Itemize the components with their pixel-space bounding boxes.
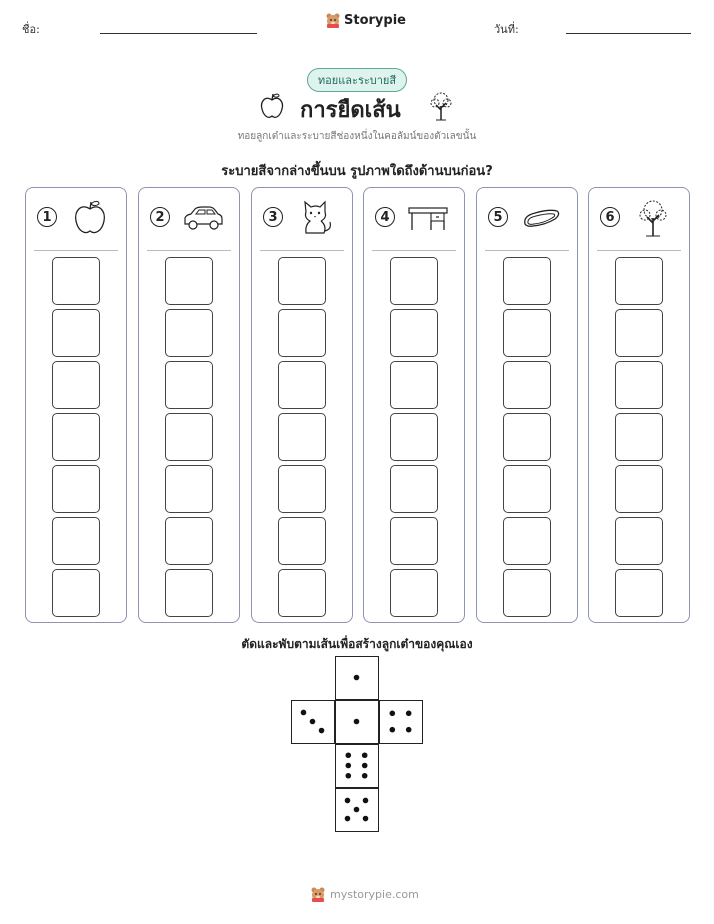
die-pips bbox=[336, 701, 377, 742]
column-5 bbox=[476, 187, 578, 623]
rubber-band-icon bbox=[519, 198, 563, 238]
footer-url: mystorypie.com bbox=[330, 887, 419, 901]
footer bbox=[310, 886, 419, 902]
color-cell[interactable] bbox=[52, 257, 100, 305]
die-pip bbox=[390, 711, 396, 717]
column-divider bbox=[485, 250, 569, 251]
column-divider bbox=[147, 250, 231, 251]
apple-icon bbox=[259, 92, 285, 120]
color-cell[interactable] bbox=[390, 569, 438, 617]
tree-icon bbox=[427, 90, 455, 122]
column-divider bbox=[372, 250, 456, 251]
die-pip bbox=[354, 675, 360, 681]
color-cell[interactable] bbox=[615, 517, 663, 565]
color-cell[interactable] bbox=[52, 361, 100, 409]
bear-icon bbox=[325, 12, 341, 28]
die-pip bbox=[363, 798, 369, 804]
column-number: 3 bbox=[263, 207, 283, 227]
cut-instruction: ตัดและพับตามเส้นเพื่อสร้างลูกเต๋าของคุณเอง bbox=[241, 637, 473, 651]
color-cell[interactable] bbox=[165, 569, 213, 617]
color-cell[interactable] bbox=[278, 517, 326, 565]
apple-icon bbox=[68, 198, 112, 238]
die-pip bbox=[362, 773, 368, 779]
column-1 bbox=[25, 187, 127, 623]
color-cell[interactable] bbox=[390, 361, 438, 409]
cat-icon bbox=[294, 198, 338, 238]
color-cell[interactable] bbox=[52, 465, 100, 513]
color-cell[interactable] bbox=[52, 413, 100, 461]
color-cell[interactable] bbox=[390, 257, 438, 305]
color-cell[interactable] bbox=[278, 413, 326, 461]
color-cell[interactable] bbox=[615, 309, 663, 357]
car-icon bbox=[181, 198, 225, 238]
column-divider bbox=[34, 250, 118, 251]
die-face-1 bbox=[335, 656, 379, 700]
color-cell[interactable] bbox=[503, 569, 551, 617]
color-cell[interactable] bbox=[165, 465, 213, 513]
column-divider bbox=[260, 250, 344, 251]
column-2 bbox=[138, 187, 240, 623]
column-3 bbox=[251, 187, 353, 623]
color-cell[interactable] bbox=[278, 465, 326, 513]
column-6 bbox=[588, 187, 690, 623]
die-pip bbox=[345, 798, 351, 804]
name-label: ชื่อ: bbox=[22, 23, 40, 36]
question: ระบายสีจากล่างขึ้นบน รูปภาพใดถึงด้านบนก่อน? bbox=[221, 164, 493, 179]
die-pip bbox=[346, 773, 352, 779]
color-cell[interactable] bbox=[278, 257, 326, 305]
die-pip bbox=[346, 763, 352, 769]
die-pips bbox=[336, 789, 377, 830]
color-cell[interactable] bbox=[615, 569, 663, 617]
color-cell[interactable] bbox=[52, 569, 100, 617]
color-cell[interactable] bbox=[165, 517, 213, 565]
column-number: 1 bbox=[37, 207, 57, 227]
die-pip bbox=[363, 816, 369, 822]
date-label: วันที่: bbox=[494, 23, 519, 36]
color-cell[interactable] bbox=[503, 361, 551, 409]
die-face-4 bbox=[379, 700, 423, 744]
color-cell[interactable] bbox=[503, 309, 551, 357]
die-pip bbox=[390, 727, 396, 733]
die-pip bbox=[301, 710, 307, 716]
color-cell[interactable] bbox=[52, 309, 100, 357]
color-cell[interactable] bbox=[503, 517, 551, 565]
brand-name: Storypie bbox=[344, 12, 406, 28]
die-pip bbox=[354, 807, 360, 813]
color-cell[interactable] bbox=[390, 465, 438, 513]
color-cell[interactable] bbox=[615, 465, 663, 513]
column-number: 5 bbox=[488, 207, 508, 227]
bear-icon bbox=[310, 886, 326, 902]
column-number: 4 bbox=[375, 207, 395, 227]
color-cell[interactable] bbox=[615, 257, 663, 305]
color-cell[interactable] bbox=[503, 413, 551, 461]
die-pips bbox=[336, 745, 377, 786]
color-cell[interactable] bbox=[165, 413, 213, 461]
color-cell[interactable] bbox=[390, 413, 438, 461]
color-cell[interactable] bbox=[390, 517, 438, 565]
page-title: การยืดเส้น bbox=[300, 98, 401, 123]
color-cell[interactable] bbox=[390, 309, 438, 357]
column-divider bbox=[597, 250, 681, 251]
die-pip bbox=[345, 816, 351, 822]
color-cell[interactable] bbox=[165, 361, 213, 409]
die-pip bbox=[319, 728, 325, 734]
instructions: ทอยลูกเต๋าและระบายสีช่องหนึ่งในคอลัมน์ของตัวเลขนั้น bbox=[237, 131, 477, 142]
die-pip bbox=[362, 763, 368, 769]
die-pip bbox=[310, 719, 316, 725]
die-pip bbox=[354, 719, 360, 725]
color-cell[interactable] bbox=[165, 309, 213, 357]
die-pip bbox=[406, 711, 412, 717]
color-cell[interactable] bbox=[165, 257, 213, 305]
die-face-3 bbox=[291, 700, 335, 744]
desk-icon bbox=[406, 198, 450, 238]
color-cell[interactable] bbox=[503, 465, 551, 513]
die-face-1 bbox=[335, 700, 379, 744]
column-number: 2 bbox=[150, 207, 170, 227]
color-cell[interactable] bbox=[278, 361, 326, 409]
brand-logo bbox=[325, 12, 406, 28]
die-pip bbox=[346, 752, 352, 758]
column-4 bbox=[363, 187, 465, 623]
color-cell[interactable] bbox=[503, 257, 551, 305]
die-face-5 bbox=[335, 788, 379, 832]
date-line bbox=[566, 33, 691, 34]
column-number: 6 bbox=[600, 207, 620, 227]
activity-badge: ทอยและระบายสี bbox=[307, 68, 407, 92]
die-pips bbox=[380, 701, 421, 742]
die-pip bbox=[406, 727, 412, 733]
color-cell[interactable] bbox=[615, 361, 663, 409]
name-line bbox=[100, 33, 257, 34]
color-cell[interactable] bbox=[278, 309, 326, 357]
color-cell[interactable] bbox=[278, 569, 326, 617]
die-pip bbox=[362, 752, 368, 758]
die-pips bbox=[336, 657, 377, 698]
die-face-6 bbox=[335, 744, 379, 788]
color-cell[interactable] bbox=[615, 413, 663, 461]
tree-icon bbox=[631, 198, 675, 238]
color-cell[interactable] bbox=[52, 517, 100, 565]
die-pips bbox=[292, 701, 333, 742]
